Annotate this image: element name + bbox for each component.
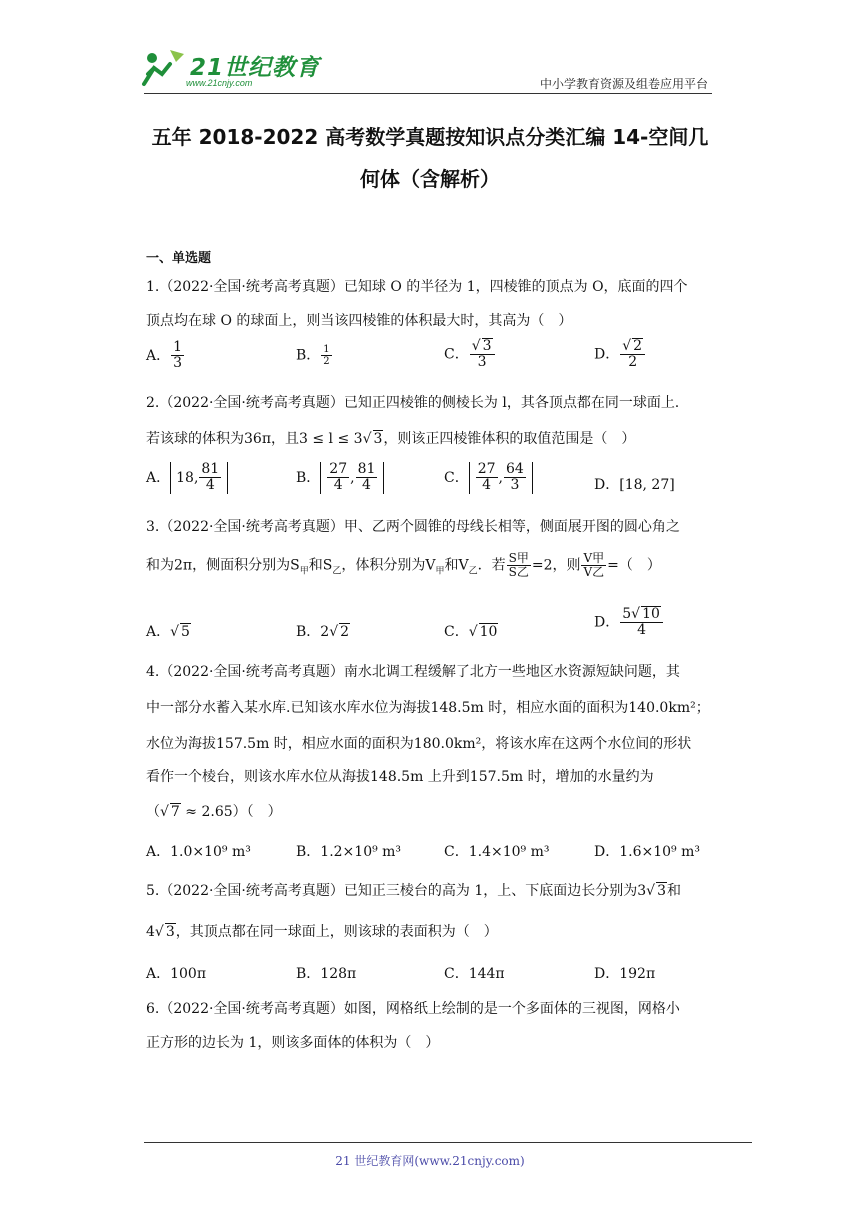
question-2-line2: 若该球的体积为36π，且3 ≤ l ≤ 3√ 3，则该正四棱锥体积的取值范围是（ ）: [146, 431, 636, 447]
question-3-line1: 3.（2022·全国·统考高考真题）甲、乙两个圆锥的母线长相等，侧面展开图的圆心角之: [146, 519, 680, 535]
q4-option-a: A．1.0×10⁹ m³: [146, 844, 251, 860]
question-4-line1: 4.（2022·全国·统考高考真题）南水北调工程缓解了北方一些地区水资源短缺问题，其: [146, 664, 680, 680]
q4-option-b: B．1.2×10⁹ m³: [296, 844, 402, 860]
q3-option-c: C．√ 10: [444, 624, 498, 640]
section-heading: 一、单选题: [146, 251, 212, 266]
q3-option-d: D． $\frac{5√ 10}{4}$: [594, 606, 664, 639]
q1-option-c: C． $\frac{√ 3}{3}$: [444, 338, 496, 371]
q4-option-d: D．1.6×10⁹ m³: [594, 844, 700, 860]
question-4-line3: 水位为海拔157.5m 时，相应水面的面积为180.0km²，将该水库在这两个水位间的形状: [146, 736, 692, 752]
question-4-line5: （√ 7 ≈ 2.65）（ ）: [146, 804, 282, 820]
footer-text[interactable]: 21 世纪教育网(www.21cnjy.com): [335, 1154, 525, 1168]
q4-option-c: C．1.4×10⁹ m³: [444, 844, 550, 860]
platform-name: 中小学教育资源及组卷应用平台: [539, 77, 708, 91]
q5-option-c: C．144π: [444, 966, 505, 982]
question-6-line2: 正方形的边长为 1，则该多面体的体积为（ ）: [146, 1035, 440, 1051]
q3-option-b: B．2√ 2: [296, 624, 350, 640]
question-4-line2: 中一部分水蓄入某水库.已知该水库水位为海拔148.5m 时，相应水面的面积为140.0km²；: [146, 700, 710, 716]
question-6-line1: 6.（2022·全国·统考高考真题）如图，网格纸上绘制的是一个多面体的三视图，网格小: [146, 1001, 680, 1017]
q1-option-a: A． $\frac{1}{3}$: [146, 339, 183, 372]
q5-option-a: A．100π: [146, 966, 207, 982]
document-title-line1: 五年 2018-2022 高考数学真题按知识点分类汇编 14-空间几: [151, 125, 709, 149]
q1-option-d: D． $\frac{√ 2}{2}$: [594, 338, 646, 371]
q2-option-d: D．[18, 27]: [594, 477, 675, 493]
header-divider: [144, 93, 712, 94]
q5-option-b: B．128π: [296, 966, 357, 982]
question-3-line2: 和为2π，侧面积分别为$S_甲$和$S_乙$，体积分别为$V_甲$和$V_乙$．若 $\frac{\text{S甲}}{\text{S乙}}$ =2，则 $\frac{\text{V甲}}{\text{V乙}}$ =（ ）: [146, 551, 661, 580]
question-2-line1: 2.（2022·全国·统考高考真题）已知正四棱锥的侧棱长为 l，其各顶点都在同一球面上.: [146, 395, 680, 411]
question-1-line2: 顶点均在球 O 的球面上，则当该四棱锥的体积最大时，其高为（ ）: [146, 313, 573, 329]
question-5-line1: 5.（2022·全国·统考高考真题）已知正三棱台的高为 1，上、下底面边长分别为3√ 3和: [146, 883, 681, 899]
q1-option-b: B． $\frac{1}{2}$: [296, 344, 330, 367]
q5-option-d: D．192π: [594, 966, 656, 982]
q2-option-c: C． $\frac{27}{4}$ , $\frac{64}{3}$: [444, 462, 533, 494]
brand-name: 21世纪教育: [190, 55, 321, 81]
question-4-line4: 看作一个棱台，则该水库水位从海拔148.5m 上升到157.5m 时，增加的水量约为: [146, 769, 654, 785]
brand-url: www.21cnjy.com: [186, 78, 253, 88]
question-1-line1: 1.（2022·全国·统考高考真题）已知球 O 的半径为 1，四棱锥的顶点为 O，底面的四个: [146, 279, 688, 295]
footer-divider: [144, 1142, 752, 1143]
q2-option-a: A． 18, $\frac{81}{4}$: [146, 462, 228, 494]
question-5-line2: 4√ 3，其顶点都在同一球面上，则该球的表面积为（ ）: [146, 924, 498, 940]
q3-option-a: A．√ 5: [146, 624, 190, 640]
document-title-line2: 何体（含解析）: [360, 167, 500, 191]
q2-option-b: B． $\frac{27}{4}$ , $\frac{81}{4}$: [296, 462, 384, 494]
